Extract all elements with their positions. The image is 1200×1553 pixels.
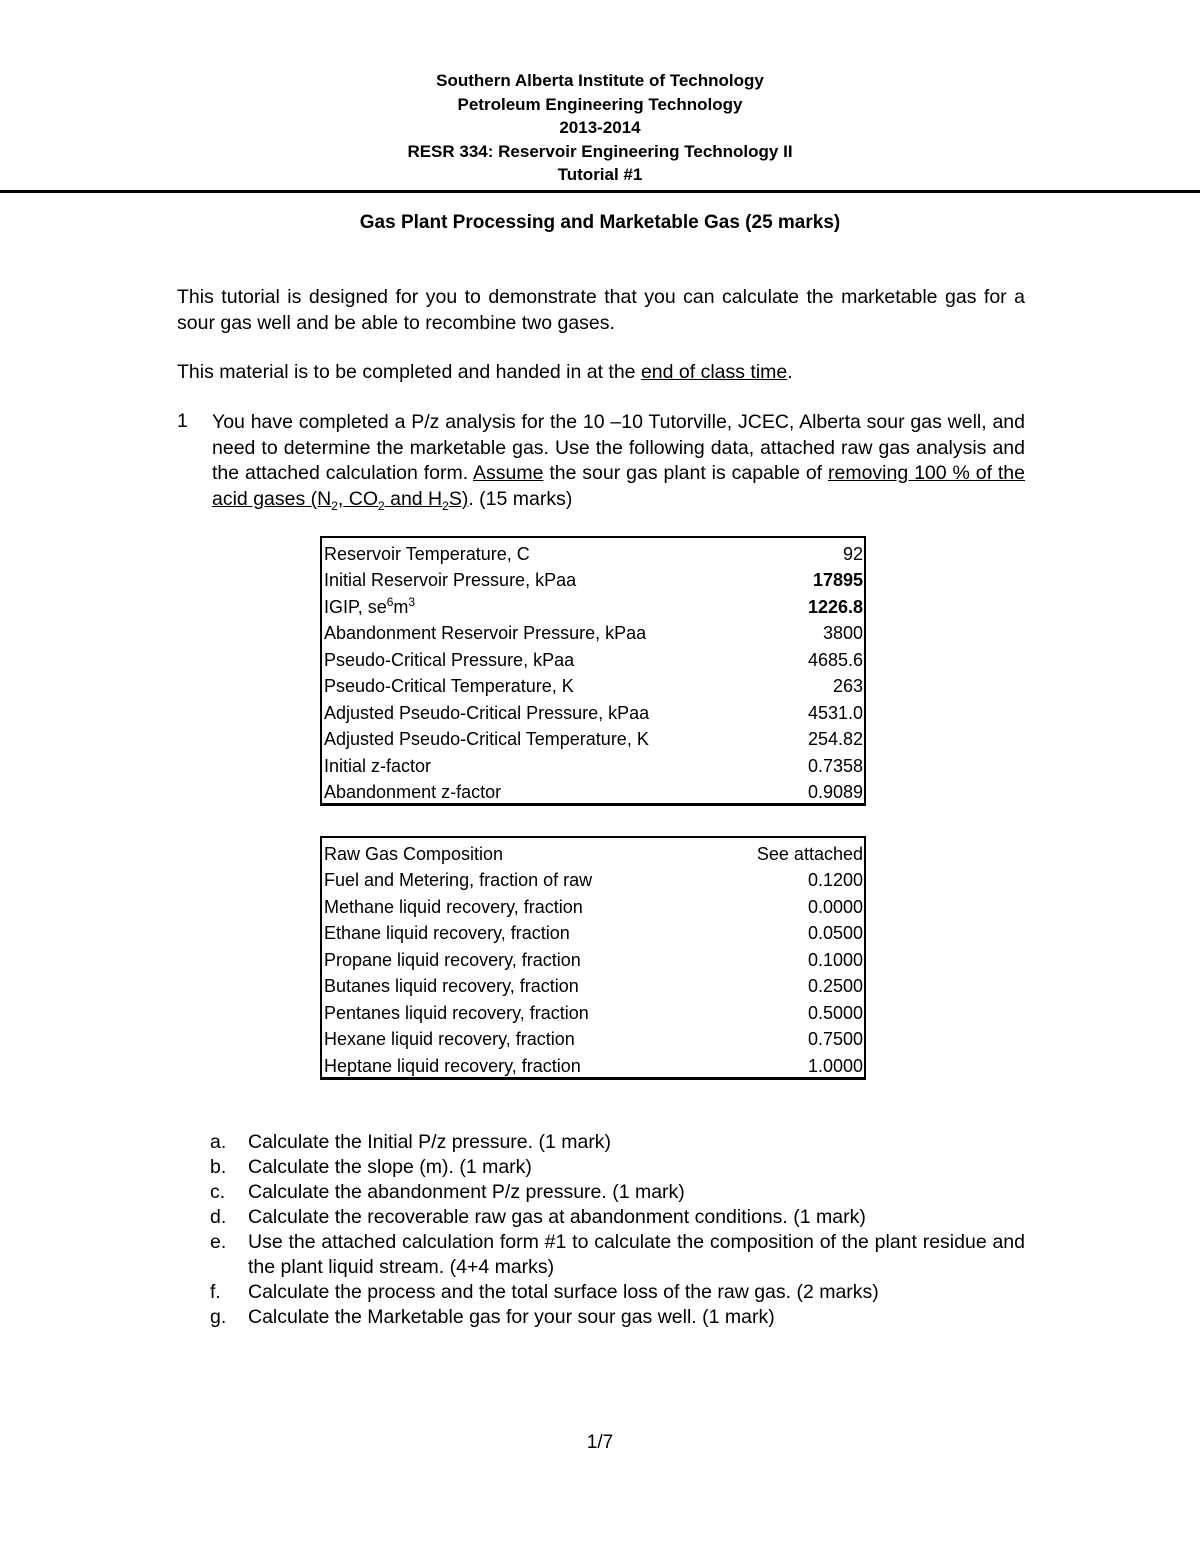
row-value: See attached — [709, 837, 865, 865]
row-label — [321, 777, 783, 805]
table-row — [321, 565, 865, 592]
row-label — [321, 618, 783, 645]
cell-label: Initial Reservoir Pressure, kPaa — [324, 570, 577, 590]
reservoir-data-table — [320, 536, 866, 806]
list-item — [210, 1180, 1025, 1205]
cell-label: Reservoir Temperature, C — [324, 543, 530, 564]
question-body: You have completed a P/z analysis for the 10 –10 Tutorville, JCEC, Alberta sour gas well, and need to determine the marketable gas. Use the following data, attached raw gas analysis and the attached calculation form. — [212, 411, 1025, 484]
task-letter: e. — [210, 1231, 227, 1253]
table-row — [321, 837, 865, 865]
list-item — [210, 1280, 1025, 1305]
row-value: 0.7500 — [709, 1024, 865, 1051]
cell-label: Pseudo-Critical Temperature, K — [324, 676, 574, 696]
cell-label: Adjusted Pseudo-Critical Pressure, kPaa — [324, 702, 650, 723]
row-label: Ethane liquid recovery, fraction — [321, 918, 709, 945]
course-title: RESR 334: Reservoir Engineering Technology II — [407, 141, 793, 161]
intro-paragraph: This tutorial is designed for you to demonstrate that you can calculate the marketable gas for a sour gas well and be able to recombine two gases. — [177, 286, 1025, 334]
document-header — [0, 69, 1200, 187]
removal-text-b: , CO — [337, 487, 378, 510]
cell-label: Adjusted Pseudo-Critical Temperature, K — [324, 729, 649, 749]
removal-text-a: removing 100 % of the acid gases (N — [212, 462, 1025, 510]
instruction-paragraph — [177, 360, 1025, 386]
list-item — [210, 1305, 1025, 1330]
row-label — [321, 671, 783, 698]
table-row — [321, 644, 865, 671]
row-value: 17895 — [783, 565, 865, 592]
table-row — [321, 618, 865, 645]
table-row — [321, 971, 865, 998]
h2s-subscript: 2 — [442, 498, 449, 513]
removal-text-d: S) — [448, 487, 469, 510]
question-number: 1 — [177, 410, 188, 432]
table-row — [321, 1050, 865, 1078]
row-value: 4685.6 — [783, 644, 865, 671]
row-value: 0.7358 — [783, 750, 865, 777]
task-letter: b. — [210, 1156, 227, 1178]
co2-subscript: 2 — [378, 498, 385, 513]
cell-label: Abandonment z-factor — [324, 782, 502, 802]
program-name: Petroleum Engineering Technology — [457, 94, 743, 114]
row-value: 0.1200 — [709, 865, 865, 892]
row-value: 0.0500 — [709, 918, 865, 945]
row-label — [321, 750, 783, 777]
label-superscript-2: 3 — [408, 594, 416, 609]
row-label: Propane liquid recovery, fraction — [321, 944, 709, 971]
task-text: Calculate the abandonment P/z pressure. (1 mark) — [248, 1181, 685, 1203]
list-item — [210, 1205, 1025, 1230]
task-letter: g. — [210, 1306, 227, 1328]
task-text: Calculate the process and the total surface loss of the raw gas. (2 marks) — [248, 1281, 879, 1303]
list-item — [210, 1155, 1025, 1180]
header-divider — [0, 190, 1200, 193]
label-superscript: 6 — [386, 594, 394, 609]
page-title: Gas Plant Processing and Marketable Gas (25 marks) — [359, 212, 841, 233]
task-list — [210, 1130, 1025, 1330]
question-marks: . (15 marks) — [468, 487, 573, 510]
institution-name: Southern Alberta Institute of Technology — [436, 71, 764, 90]
table-row — [321, 997, 865, 1024]
n2-subscript: 2 — [331, 498, 338, 513]
cell-label: Abandonment Reservoir Pressure, kPaa — [324, 623, 647, 643]
row-value: 0.5000 — [709, 997, 865, 1024]
assume-word: Assume — [472, 462, 544, 484]
row-label — [321, 697, 783, 724]
cell-label: Pseudo-Critical Pressure, kPaa — [324, 649, 575, 670]
list-item — [210, 1130, 1025, 1155]
academic-year: 2013-2014 — [559, 118, 641, 137]
row-label — [321, 724, 783, 751]
row-label: Heptane liquid recovery, fraction — [321, 1050, 709, 1078]
cell-label: Initial z-factor — [324, 755, 432, 776]
row-label: Methane liquid recovery, fraction — [321, 891, 709, 918]
task-text: Use the attached calculation form #1 to calculate the composition of the plant residue and the plant liquid stream. (4+4 marks) — [248, 1231, 1025, 1278]
removal-text-c: and H — [384, 487, 443, 510]
row-label: Raw Gas Composition — [321, 837, 709, 865]
table-row — [321, 750, 865, 777]
table-row — [321, 918, 865, 945]
table-row — [321, 777, 865, 805]
task-text: Calculate the recoverable raw gas at abandonment conditions. (1 mark) — [248, 1206, 866, 1228]
table-row — [321, 697, 865, 724]
task-letter: c. — [210, 1181, 226, 1203]
row-label — [321, 537, 783, 565]
table-row — [321, 724, 865, 751]
row-value: 254.82 — [783, 724, 865, 751]
tutorial-number: Tutorial #1 — [557, 165, 643, 184]
task-text: Calculate the Initial P/z pressure. (1 mark) — [248, 1131, 612, 1153]
table-row — [321, 865, 865, 892]
instruction-deadline: end of class time — [640, 361, 788, 383]
row-label: Pentanes liquid recovery, fraction — [321, 997, 709, 1024]
row-label: Fuel and Metering, fraction of raw — [321, 865, 709, 892]
cell-label: IGIP, se — [324, 596, 387, 617]
table-row — [321, 891, 865, 918]
row-label: Hexane liquid recovery, fraction — [321, 1024, 709, 1051]
row-value: 3800 — [783, 618, 865, 645]
row-value: 263 — [783, 671, 865, 698]
row-value: 0.1000 — [709, 944, 865, 971]
row-label: Butanes liquid recovery, fraction — [321, 971, 709, 998]
row-value: 1226.8 — [783, 591, 865, 618]
task-letter: f. — [210, 1281, 221, 1303]
row-value: 4531.0 — [783, 697, 865, 724]
row-value: 0.9089 — [783, 777, 865, 805]
row-value: 1.0000 — [709, 1050, 865, 1078]
list-item — [210, 1230, 1025, 1280]
table-row — [321, 1024, 865, 1051]
row-value: 92 — [783, 537, 865, 565]
task-text: Calculate the Marketable gas for your sour gas well. (1 mark) — [248, 1306, 775, 1328]
task-letter: d. — [210, 1206, 227, 1228]
table-row — [321, 671, 865, 698]
instruction-end: . — [787, 361, 793, 383]
page-number: 1/7 — [586, 1432, 614, 1453]
table-row — [321, 537, 865, 565]
row-label — [321, 644, 783, 671]
row-value: 0.2500 — [709, 971, 865, 998]
table-row — [321, 944, 865, 971]
recovery-data-table — [320, 836, 866, 1080]
row-value: 0.0000 — [709, 891, 865, 918]
task-letter: a. — [210, 1131, 227, 1153]
label-tail: m — [393, 596, 409, 617]
instruction-text: This material is to be completed and handed in at the — [177, 361, 641, 383]
task-text: Calculate the slope (m). (1 mark) — [248, 1156, 532, 1178]
row-label — [321, 565, 783, 592]
question-body-2: the sour gas plant is capable of — [543, 462, 828, 484]
table-row — [321, 591, 865, 618]
question-text — [212, 410, 1025, 512]
row-label — [321, 591, 783, 618]
